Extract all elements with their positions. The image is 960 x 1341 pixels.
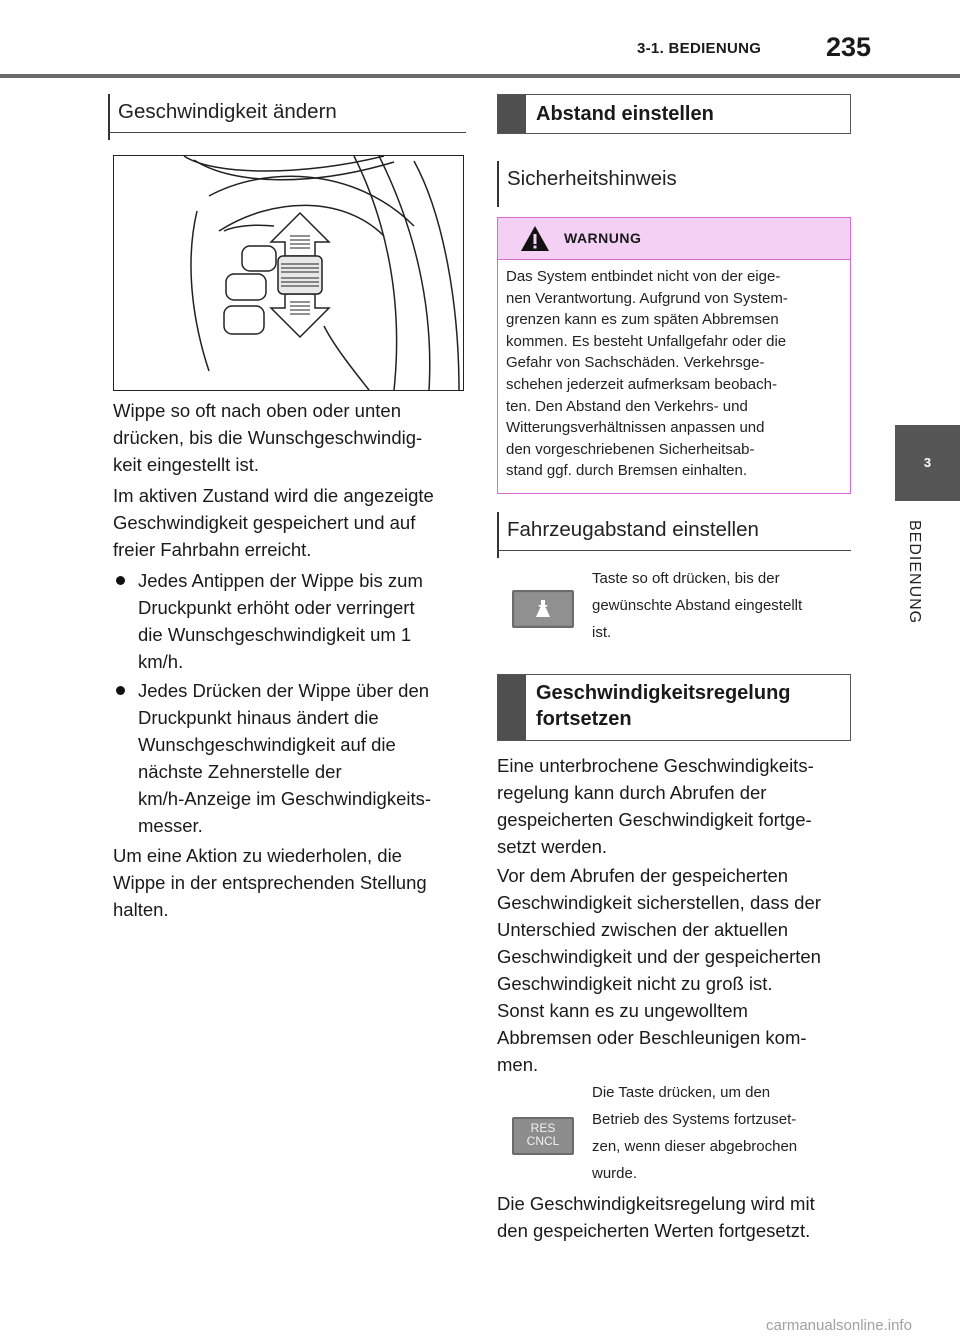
res-cncl-button-icon[interactable]: RES CNCL <box>512 1117 574 1155</box>
speed-stored-note: Im aktiven Zustand wird die angezeigte Geschwindigkeit gespeichert und auf freier Fahrbahn erreicht. <box>113 485 434 560</box>
steering-wheel-figure <box>113 155 464 391</box>
distance-button-icon[interactable] <box>512 590 574 628</box>
warning-box <box>497 217 851 494</box>
steering-wheel-illustration <box>114 156 463 390</box>
page-number: 235 <box>826 32 872 62</box>
distance-heading: Abstand einstellen <box>497 94 851 134</box>
watermark: carmanualsonline.info <box>766 1317 912 1334</box>
warning-text: Das System entbindet nicht von der eige- nen Verantwortung. Aufgrund von System- grenzen kann es zum späten Abbremsen kommen. Es besteht Unfallgefahr oder die Gefahr von Sachschäden. Verkehrsge- schehen jederzeit aufmerksam beobach- ten. Den Abstand den Verkehrs- und Witterungsverhältnissen anpassen und den vorgeschriebenen Sicherheitsab- stand ggf. durch Bremsen einhalten. <box>506 268 788 480</box>
speed-change-heading: Geschwindigkeit ändern <box>108 100 466 124</box>
bullet-icon <box>116 576 125 585</box>
resume-precaution: Vor dem Abrufen der gespeicherten Geschwindigkeit sicherstellen, dass der Unterschied zwischen der aktuellen Geschwindigkeit und der gespeicherten Geschwindigkeit nicht zu groß ist. Sonst kann es zu ungewolltem Abbremsen oder Beschleunigen kom- men. <box>497 865 821 1075</box>
distance-button-description: Taste so oft drücken, bis der gewünschte Abstand eingestellt ist. <box>592 570 803 641</box>
resume-heading: Geschwindigkeitsregelung fortsetzen <box>497 674 851 741</box>
repeat-action-note: Um eine Aktion zu wiederholen, die Wippe in der entsprechenden Stellung halten. <box>113 845 427 920</box>
resume-result: Die Geschwindigkeitsregelung wird mit den gespeicherten Werten fortgesetzt. <box>497 1193 815 1241</box>
bullet-icon <box>116 686 125 695</box>
distance-icon <box>514 592 572 626</box>
list-item: Jedes Antippen der Wippe bis zum Druckpunkt erhöht oder verringert die Wunschgeschwindigkeit um 1 km/h. <box>113 567 423 675</box>
warning-label: WARNUNG <box>564 230 642 246</box>
warning-icon <box>520 225 550 252</box>
speed-change-instruction: Wippe so oft nach oben oder unten drücken, bis die Wunschgeschwindig- keit eingestellt ist. <box>113 400 423 475</box>
section-title: 3-1. BEDIENUNG <box>637 40 762 57</box>
chapter-label: BEDIENUNG <box>906 520 923 625</box>
chapter-tab[interactable]: 3 <box>895 425 960 501</box>
vehicle-distance-heading: Fahrzeugabstand einstellen <box>497 518 851 542</box>
list-item: Jedes Drücken der Wippe über den Druckpunkt hinaus ändert die Wunschgeschwindigkeit auf die nächste Zehnerstelle der km/h-Anzeige im Geschwindigkeits- messer. <box>113 677 431 839</box>
header-divider <box>0 74 960 78</box>
safety-note-heading: Sicherheitshinweis <box>497 167 851 191</box>
resume-intro: Eine unterbrochene Geschwindigkeits- regelung kann durch Abrufen der gespeicherten Geschwindigkeit fortge- setzt werden. <box>497 755 814 857</box>
res-button-description: Die Taste drücken, um den Betrieb des Systems fortzuset- zen, wenn dieser abgebrochen wurde. <box>592 1084 798 1182</box>
